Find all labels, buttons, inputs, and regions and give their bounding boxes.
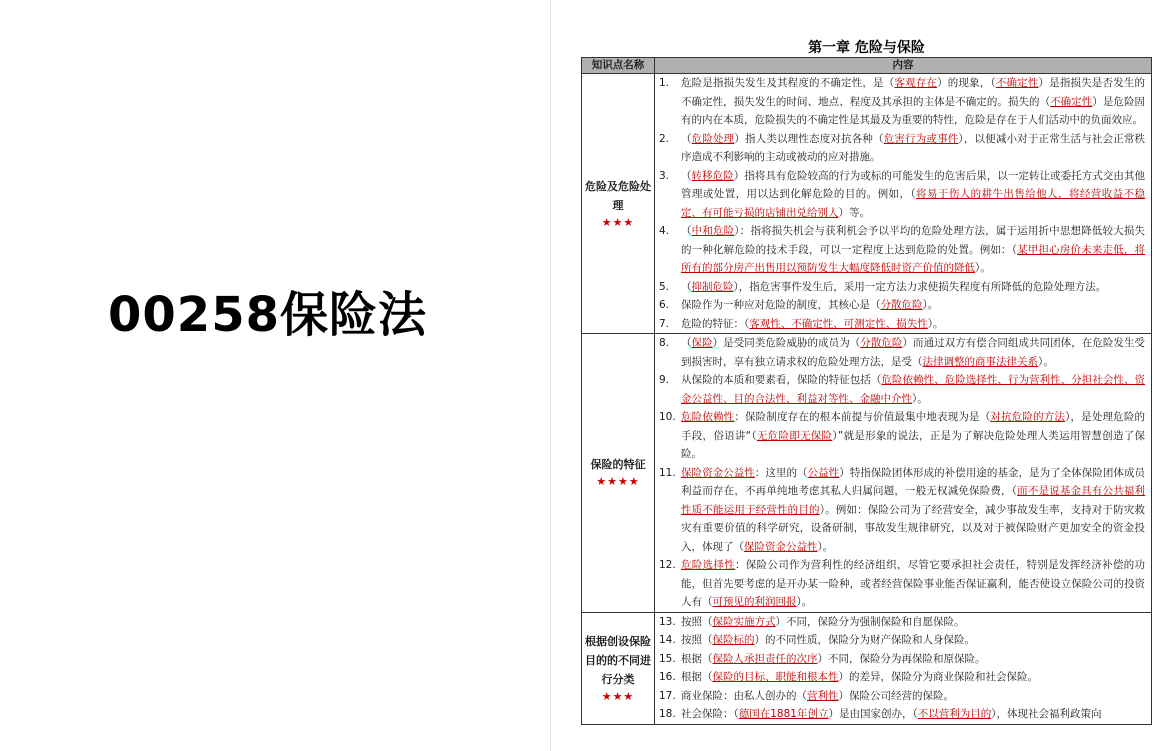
item-text xyxy=(681,464,1145,557)
key-term: 保险资金公益性 xyxy=(681,466,755,479)
text-segment: ）”就是形象的说法，正是为了解决危险处理人类运用智慧创造了保险。 xyxy=(681,429,1145,460)
text-segment: 根据（ xyxy=(681,652,713,665)
key-term: 对抗危险的方法 xyxy=(990,411,1066,423)
text-segment: ）是危险固有的内在本质，危险损失的不确定性是其最及为重要的特性，危险是存在于人们活动中的负面效应。 xyxy=(681,95,1146,126)
text-segment: ）指人类以理性态度对抗各种（ xyxy=(734,132,884,145)
key-term: 保险 xyxy=(691,337,713,349)
text-segment: ）保险公司经营的保险。 xyxy=(838,689,954,702)
key-term: 某甲担心房价未来走低，将所有的部分房产出售用以预防发生大幅度降低时资产价值的降低 xyxy=(681,243,1146,274)
list-item xyxy=(655,130,1151,167)
key-term: 公益性 xyxy=(807,466,840,479)
text-segment: ）。 xyxy=(1038,355,1054,368)
item-text xyxy=(681,334,1145,371)
list-item xyxy=(655,631,1151,650)
chapter-title: 第一章 危险与保险 xyxy=(808,40,925,56)
text-segment: ）不同，保险分为强制保险和自愿保险。 xyxy=(775,615,965,628)
item-number: 17. xyxy=(659,689,676,702)
item-number: 18. xyxy=(659,708,676,720)
key-term: 客观存在 xyxy=(894,77,938,89)
list-item xyxy=(655,74,1151,130)
text-segment: 危险是指损失发生及其程度的不确定性，是（ xyxy=(681,77,895,89)
key-term: 营利性 xyxy=(807,689,839,702)
text-segment: ），体现社会福利政策向 xyxy=(991,708,1102,720)
key-term: 不确定性 xyxy=(995,77,1039,89)
list-item xyxy=(655,687,1151,706)
text-segment: ：保险公司作为营利性的经济组织，尽管它要承担社会责任，特别是发挥经济补偿的功能，但首先要考虑的是开办某一险种，或者经营保险事业能否保证赢利，能否使设立保险公司的投资人有（ xyxy=(681,559,1146,608)
item-number: 1. xyxy=(659,77,670,89)
content-cell xyxy=(655,334,1152,613)
text-segment: ）的不同性质，保险分为财产保险和人身保险。 xyxy=(754,634,975,646)
header-knowledge-point: 知识点名称 xyxy=(582,58,655,74)
key-term: 分散危险 xyxy=(860,337,903,349)
header-content: 内容 xyxy=(655,58,1152,74)
key-term: 保险资金公益性 xyxy=(744,540,818,553)
text-segment: （ xyxy=(681,169,692,182)
list-item xyxy=(655,334,1151,371)
key-term: 危险依赖性、危险选择性、行为营利性、分担社会性、资金公益性、目的合法性、利益对等性、金融中介性 xyxy=(681,374,1146,405)
item-text xyxy=(681,130,1145,167)
text-segment: ：保险制度存在的根本前提与价值最集中地表现为是（ xyxy=(734,411,991,423)
text-segment: 按照（ xyxy=(681,634,713,646)
key-term: 危害行为或事件 xyxy=(883,132,959,145)
item-text xyxy=(681,296,1145,315)
text-segment: ）。 xyxy=(922,299,939,311)
text-segment: ：这里的（ xyxy=(754,466,808,479)
category-label: 保险的特征 xyxy=(590,458,646,472)
text-segment: （ xyxy=(681,132,692,145)
key-term: 危险依赖性 xyxy=(681,411,735,423)
text-segment: 危险的特征：（ xyxy=(681,317,750,330)
item-text xyxy=(681,705,1145,724)
text-segment: ），以便减小对于正常生活与社会正常秩序造成不利影响的主动或被动的应对措施。 xyxy=(681,132,1146,163)
text-segment: ）是由国家创办，（ xyxy=(828,708,918,720)
item-text xyxy=(681,613,1145,632)
list-item xyxy=(655,705,1151,724)
category-cell xyxy=(582,334,655,613)
category-label: 危险及危险处理 xyxy=(585,179,651,212)
text-segment: 社会保险：（ xyxy=(681,708,739,720)
key-term: 转移危险 xyxy=(691,169,734,182)
key-term: 不以营利为目的 xyxy=(917,708,992,720)
content-cell xyxy=(655,74,1152,334)
text-segment: ）而通过双方有偿合同组成共同团体，在危险发生受到损害时，享有独立请求权的危险处理方法，是受（ xyxy=(681,337,1146,368)
item-number: 15. xyxy=(659,652,676,665)
item-number: 4. xyxy=(659,225,670,237)
cover-page xyxy=(0,0,551,751)
category-cell xyxy=(582,612,655,724)
category-label: 根据创设保险目的的不同进行分类 xyxy=(585,634,651,686)
text-segment: ），是处理危险的手段，俗语讲“（ xyxy=(681,411,1146,442)
text-segment: ）是受同类危险威胁的成员为（ xyxy=(712,337,861,349)
item-text xyxy=(681,278,1145,297)
key-term: 不确定性 xyxy=(1050,95,1093,108)
item-number: 8. xyxy=(659,337,670,349)
item-number: 13. xyxy=(659,615,676,628)
item-number: 5. xyxy=(659,280,670,293)
table-row xyxy=(582,74,1152,334)
document-page xyxy=(551,0,1153,751)
key-term: 可预见的利润回报 xyxy=(712,596,797,608)
key-term: 法律调整的商事法律关系 xyxy=(922,355,1038,368)
key-term: 客观性、不确定性、可测定性、损失性 xyxy=(749,317,928,330)
importance-stars: ★★★★ xyxy=(596,475,640,489)
key-term: 危险处理 xyxy=(691,132,735,145)
list-item xyxy=(655,668,1151,687)
text-segment: ）。例如：保险公司为了经营安全，减少事故发生率，支持对于防灾救灾有重要价值的科学研究，设备研制，事故发生规律研究，以及对于被保险财产更加安全的资金投入，体现了（ xyxy=(681,503,1146,553)
key-term: 保险实施方式 xyxy=(712,615,776,628)
text-segment: ）：指将损失机会与获利机会予以平均的危险处理方法，属于运用折中思想降低较大损失的一种化解危险的技术手段，可以一定程度上达到危险的处置。例如：（ xyxy=(681,225,1146,256)
item-text xyxy=(681,74,1145,130)
list-item xyxy=(655,222,1151,278)
key-term: 抑制危险 xyxy=(691,280,734,293)
text-segment: ）不同，保险分为再保险和原保险。 xyxy=(817,652,986,665)
text-segment: ）。 xyxy=(927,317,944,330)
item-text xyxy=(681,631,1145,650)
item-text xyxy=(681,668,1145,687)
key-term: 分散危险 xyxy=(880,299,923,311)
item-number: 14. xyxy=(659,634,676,646)
list-item xyxy=(655,167,1151,223)
item-number: 7. xyxy=(659,317,670,330)
item-text xyxy=(681,371,1145,408)
key-term: 保险的目标、职能和根本性 xyxy=(712,671,839,683)
category-cell xyxy=(582,74,655,334)
text-segment: ）。 xyxy=(912,392,928,405)
item-text xyxy=(681,222,1145,278)
item-number: 12. xyxy=(659,559,676,571)
text-segment: ）的差异，保险分为商业保险和社会保险。 xyxy=(838,671,1038,683)
table-row xyxy=(582,334,1152,613)
item-number: 11. xyxy=(659,466,676,479)
text-segment: ）。 xyxy=(975,262,991,274)
importance-stars: ★★★ xyxy=(601,689,635,703)
key-term: 德国在1881年创立 xyxy=(738,708,829,720)
item-text xyxy=(681,687,1145,706)
item-number: 3. xyxy=(659,169,670,182)
list-item xyxy=(655,296,1151,315)
item-number: 9. xyxy=(659,374,670,386)
key-term: 将易于伤人的耕牛出售给他人，将经营收益不稳定、有可能亏损的店铺出兑给别人 xyxy=(681,188,1145,219)
table-header-row xyxy=(582,58,1152,74)
key-term: 保险人承担责任的次序 xyxy=(712,652,818,665)
cover-title: 00258保险法 xyxy=(108,287,427,343)
item-text xyxy=(681,556,1145,612)
item-text xyxy=(681,650,1145,669)
text-segment: ）特指保险团体形成的补偿用途的基金，是为了全体保险团体成员利益而存在，不再单纯地考虑其私人归属问题，一般无权减免保险费，（ xyxy=(681,466,1146,497)
text-segment: 从保险的本质和要素看，保险的特征包括（ xyxy=(681,374,882,386)
item-text xyxy=(681,315,1145,334)
list-item xyxy=(655,408,1151,464)
list-item xyxy=(655,371,1151,408)
item-number: 10. xyxy=(659,411,676,423)
text-segment: 保险作为一种应对危险的制度，其核心是（ xyxy=(681,299,881,311)
key-term: 无危险即无保险 xyxy=(756,429,833,442)
text-segment: ）的现象，（ xyxy=(937,77,996,89)
list-item xyxy=(655,650,1151,669)
list-item xyxy=(655,613,1151,632)
table-row xyxy=(582,612,1152,724)
table-body xyxy=(582,74,1152,725)
knowledge-table xyxy=(581,57,1152,725)
key-term: 保险标的 xyxy=(712,634,755,646)
text-segment: （ xyxy=(681,225,692,237)
list-item xyxy=(655,278,1151,297)
importance-stars: ★★★ xyxy=(601,215,635,229)
list-item xyxy=(655,556,1151,612)
text-segment: （ xyxy=(681,280,692,293)
text-segment: ）。 xyxy=(796,596,813,608)
text-segment: 根据（ xyxy=(681,671,713,683)
item-number: 2. xyxy=(659,132,670,145)
text-segment: ），指危害事件发生后，采用一定方法力求使损失程度有所降低的危险处理方法。 xyxy=(733,280,1107,293)
item-text xyxy=(681,408,1145,464)
text-segment: 按照（ xyxy=(681,615,713,628)
key-term: 危险选择性 xyxy=(681,559,735,571)
item-text xyxy=(681,167,1145,223)
key-term: 而不是说基金具有公共福利性质不能运用于经营性的目的 xyxy=(681,485,1146,516)
text-segment: ）。 xyxy=(817,540,834,553)
text-segment: （ xyxy=(681,337,692,349)
list-item xyxy=(655,315,1151,334)
item-number: 6. xyxy=(659,299,670,311)
key-term: 中和危险 xyxy=(691,225,735,237)
list-item xyxy=(655,464,1151,557)
text-segment: ）等。 xyxy=(838,206,870,219)
text-segment: ）指将具有危险较高的行为或标的可能发生的危害后果，以一定转让或委托方式交由其他管理或处置，用以达到化解危险的目的。例如，（ xyxy=(681,169,1146,200)
text-segment: 商业保险：由私人创办的（ xyxy=(681,689,807,702)
item-number: 16. xyxy=(659,671,676,683)
text-segment: ）是指损失是否发生的不确定性，损失发生的时间、地点、程度及其承担的主体是不确定的。损失的（ xyxy=(681,77,1146,108)
content-cell xyxy=(655,612,1152,724)
